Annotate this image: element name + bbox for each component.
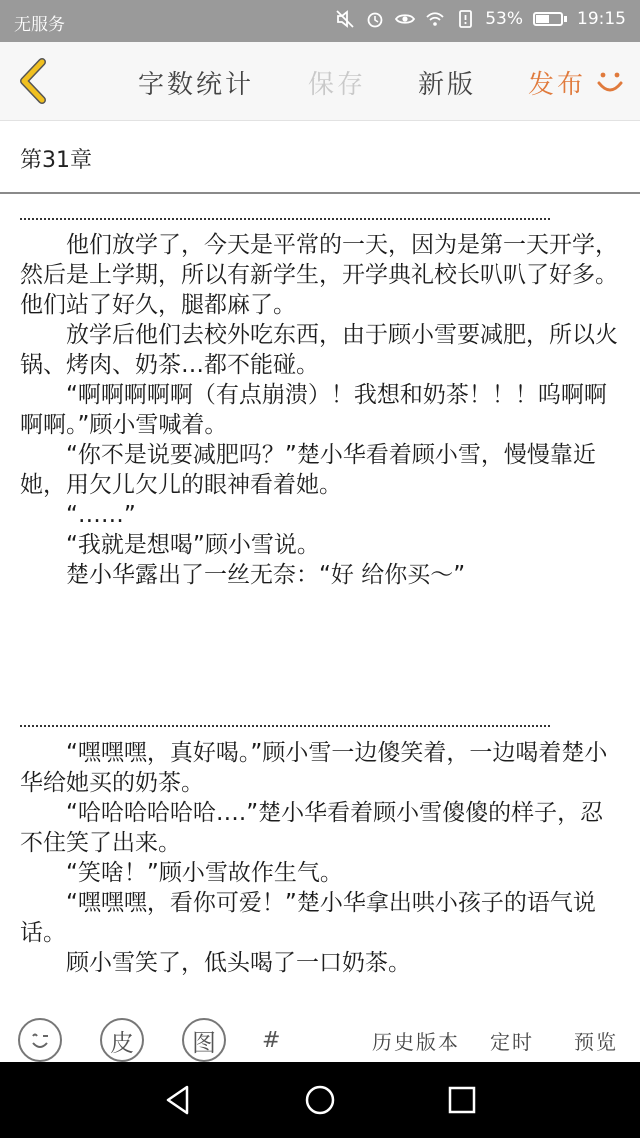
home-circle-icon[interactable] — [302, 1082, 338, 1118]
status-bar — [0, 0, 640, 42]
status-icons — [335, 9, 626, 29]
image-button[interactable]: 图 — [182, 1018, 226, 1062]
smile-icon[interactable] — [594, 66, 626, 98]
dotted-separator — [20, 725, 550, 727]
recents-square-icon[interactable] — [444, 1082, 480, 1118]
alarm-icon — [365, 9, 385, 29]
paragraph: 楚小华露出了一丝无奈：“好 给你买～” — [20, 562, 466, 588]
sim-icon — [455, 9, 475, 29]
title-divider — [0, 192, 640, 194]
wifi-icon — [425, 9, 445, 29]
dotted-separator — [20, 218, 550, 220]
back-triangle-icon[interactable] — [160, 1082, 196, 1118]
carrier-label: 无服务 — [14, 15, 65, 35]
editor-toolbar — [0, 42, 640, 121]
paragraph: “哈哈哈哈哈哈….”楚小华看着顾小雪傻傻的样子，忍不住笑了出来。 — [20, 800, 604, 856]
mute-icon — [335, 9, 355, 29]
history-versions-button[interactable]: 历史版本 — [372, 1030, 460, 1054]
paragraph: “啊啊啊啊啊（有点崩溃）！我想和奶茶！！！呜啊啊啊啊。”顾小雪喊着。 — [20, 382, 607, 438]
system-nav-bar — [0, 1062, 640, 1138]
chevron-left-icon[interactable] — [12, 58, 56, 104]
chapter-body-block-2[interactable] — [20, 738, 620, 978]
new-version-button[interactable]: 新版 — [418, 70, 477, 100]
clock: 19:15 — [577, 9, 626, 29]
emoji-icon[interactable] — [18, 1018, 62, 1062]
paragraph: “嘿嘿嘿，真好喝。”顾小雪一边傻笑着，一边喝着楚小华给她买的奶茶。 — [20, 740, 608, 796]
battery-icon — [533, 12, 567, 26]
paragraph: 顾小雪笑了，低头喝了一口奶茶。 — [20, 950, 411, 976]
save-button[interactable]: 保存 — [308, 70, 367, 100]
paragraph: “……” — [20, 502, 136, 528]
bottom-toolbar — [0, 1010, 640, 1062]
skin-button[interactable]: 皮 — [100, 1018, 144, 1062]
paragraph: “笑啥！”顾小雪故作生气。 — [20, 860, 343, 886]
paragraph: 他们放学了，今天是平常的一天，因为是第一天开学，然后是上学期，所以有新学生，开学典礼校长叭叭了好多。他们站了好久，腿都麻了。 — [20, 232, 618, 318]
chapter-body-block-1[interactable] — [20, 230, 620, 590]
eye-icon — [395, 9, 415, 29]
paragraph: “我就是想喝”顾小雪说。 — [20, 532, 320, 558]
paragraph: “嘿嘿嘿，看你可爱！”楚小华拿出哄小孩子的语气说话。 — [20, 890, 596, 946]
preview-button[interactable]: 预览 — [574, 1030, 618, 1054]
paragraph: 放学后他们去校外吃东西，由于顾小雪要减肥，所以火锅、烤肉、奶茶…都不能碰。 — [20, 322, 618, 378]
publish-button[interactable]: 发布 — [528, 70, 587, 100]
schedule-button[interactable]: 定时 — [490, 1030, 534, 1054]
paragraph: “你不是说要减肥吗？”楚小华看着顾小雪，慢慢靠近她，用欠儿欠儿的眼神看着她。 — [20, 442, 596, 498]
word-count-button[interactable]: 字数统计 — [138, 70, 255, 100]
hashtag-button[interactable]: # — [262, 1028, 281, 1053]
chapter-title[interactable]: 第31章 — [20, 148, 92, 173]
battery-percent: 53% — [485, 9, 523, 29]
